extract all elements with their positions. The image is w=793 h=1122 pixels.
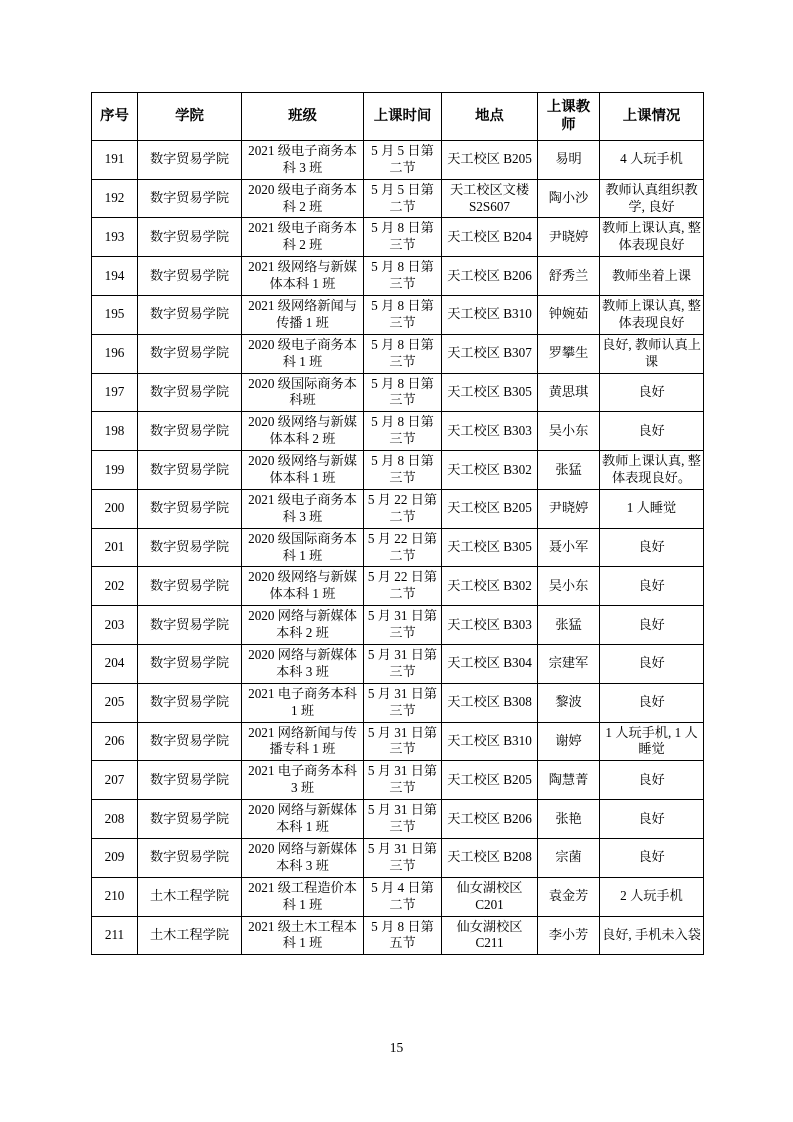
cell-no: 196 xyxy=(92,334,138,373)
table-header-row xyxy=(92,93,704,141)
table-row xyxy=(92,916,704,955)
cell-time: 5 月 31 日第三节 xyxy=(364,722,442,761)
cell-note: 良好 xyxy=(600,528,704,567)
cell-teacher: 舒秀兰 xyxy=(538,257,600,296)
cell-no: 201 xyxy=(92,528,138,567)
cell-no: 207 xyxy=(92,761,138,800)
cell-no: 197 xyxy=(92,373,138,412)
cell-note: 良好 xyxy=(600,567,704,606)
cell-college: 数字贸易学院 xyxy=(138,645,242,684)
cell-place: 仙女湖校区 C201 xyxy=(442,877,538,916)
cell-time: 5 月 8 日第三节 xyxy=(364,218,442,257)
cell-no: 209 xyxy=(92,838,138,877)
cell-college: 数字贸易学院 xyxy=(138,800,242,839)
cell-class: 2021 级工程造价本科 1 班 xyxy=(242,877,364,916)
cell-note: 教师认真组织教学, 良好 xyxy=(600,179,704,218)
cell-time: 5 月 8 日第三节 xyxy=(364,334,442,373)
table-row xyxy=(92,373,704,412)
cell-college: 数字贸易学院 xyxy=(138,683,242,722)
cell-class: 2021 网络新闻与传播专科 1 班 xyxy=(242,722,364,761)
cell-college: 数字贸易学院 xyxy=(138,334,242,373)
cell-place: 天工校区 B308 xyxy=(442,683,538,722)
cell-time: 5 月 8 日第三节 xyxy=(364,412,442,451)
cell-no: 204 xyxy=(92,645,138,684)
cell-college: 数字贸易学院 xyxy=(138,218,242,257)
table-row xyxy=(92,761,704,800)
column-header-college: 学院 xyxy=(138,93,242,141)
cell-place: 天工校区 B305 xyxy=(442,528,538,567)
cell-teacher: 聂小军 xyxy=(538,528,600,567)
cell-note: 教师上课认真, 整体表现良好 xyxy=(600,218,704,257)
cell-college: 数字贸易学院 xyxy=(138,296,242,335)
cell-place: 天工校区 B208 xyxy=(442,838,538,877)
cell-class: 2021 电子商务本科 3 班 xyxy=(242,761,364,800)
cell-place: 天工校区 B206 xyxy=(442,257,538,296)
cell-time: 5 月 22 日第二节 xyxy=(364,528,442,567)
cell-college: 数字贸易学院 xyxy=(138,451,242,490)
table-row xyxy=(92,645,704,684)
cell-class: 2021 级电子商务本科 3 班 xyxy=(242,489,364,528)
cell-college: 土木工程学院 xyxy=(138,916,242,955)
table-row xyxy=(92,451,704,490)
cell-note: 1 人睡觉 xyxy=(600,489,704,528)
cell-note: 良好 xyxy=(600,838,704,877)
cell-no: 206 xyxy=(92,722,138,761)
cell-class: 2021 级电子商务本科 2 班 xyxy=(242,218,364,257)
cell-no: 203 xyxy=(92,606,138,645)
cell-no: 192 xyxy=(92,179,138,218)
cell-place: 天工校区 B204 xyxy=(442,218,538,257)
cell-teacher: 宗菌 xyxy=(538,838,600,877)
cell-class: 2020 网络与新媒体本科 2 班 xyxy=(242,606,364,645)
table-row xyxy=(92,489,704,528)
cell-teacher: 钟婉茹 xyxy=(538,296,600,335)
column-header-note: 上课情况 xyxy=(600,93,704,141)
cell-teacher: 吴小东 xyxy=(538,567,600,606)
table-header xyxy=(92,93,704,141)
cell-teacher: 谢婷 xyxy=(538,722,600,761)
cell-note: 良好 xyxy=(600,373,704,412)
cell-note: 1 人玩手机, 1 人睡觉 xyxy=(600,722,704,761)
cell-teacher: 尹晓婷 xyxy=(538,489,600,528)
cell-place: 天工校区 B307 xyxy=(442,334,538,373)
cell-time: 5 月 31 日第三节 xyxy=(364,838,442,877)
cell-no: 193 xyxy=(92,218,138,257)
cell-college: 数字贸易学院 xyxy=(138,761,242,800)
cell-teacher: 尹晓婷 xyxy=(538,218,600,257)
cell-place: 天工校区 B205 xyxy=(442,140,538,179)
cell-place: 天工校区 B310 xyxy=(442,296,538,335)
table-row xyxy=(92,877,704,916)
cell-no: 202 xyxy=(92,567,138,606)
cell-time: 5 月 5 日第二节 xyxy=(364,140,442,179)
cell-place: 天工校区 B304 xyxy=(442,645,538,684)
column-header-place: 地点 xyxy=(442,93,538,141)
cell-place: 天工校区 B205 xyxy=(442,489,538,528)
cell-teacher: 陶慧菁 xyxy=(538,761,600,800)
cell-college: 数字贸易学院 xyxy=(138,373,242,412)
cell-no: 211 xyxy=(92,916,138,955)
cell-class: 2021 级土木工程本科 1 班 xyxy=(242,916,364,955)
column-header-time: 上课时间 xyxy=(364,93,442,141)
cell-time: 5 月 8 日第三节 xyxy=(364,296,442,335)
cell-place: 天工校区 B303 xyxy=(442,412,538,451)
cell-no: 195 xyxy=(92,296,138,335)
cell-class: 2020 级国际商务本科班 xyxy=(242,373,364,412)
cell-time: 5 月 4 日第二节 xyxy=(364,877,442,916)
cell-class: 2021 电子商务本科 1 班 xyxy=(242,683,364,722)
cell-teacher: 张艳 xyxy=(538,800,600,839)
cell-time: 5 月 5 日第二节 xyxy=(364,179,442,218)
cell-time: 5 月 8 日第三节 xyxy=(364,373,442,412)
cell-class: 2021 级网络新闻与传播 1 班 xyxy=(242,296,364,335)
cell-teacher: 宗建军 xyxy=(538,645,600,684)
cell-class: 2021 级网络与新媒体本科 1 班 xyxy=(242,257,364,296)
cell-teacher: 张猛 xyxy=(538,451,600,490)
cell-teacher: 陶小沙 xyxy=(538,179,600,218)
cell-college: 数字贸易学院 xyxy=(138,606,242,645)
cell-college: 数字贸易学院 xyxy=(138,528,242,567)
table-row xyxy=(92,606,704,645)
cell-class: 2020 级电子商务本科 2 班 xyxy=(242,179,364,218)
table-row xyxy=(92,179,704,218)
table-row xyxy=(92,257,704,296)
cell-note: 良好 xyxy=(600,683,704,722)
cell-teacher: 吴小东 xyxy=(538,412,600,451)
cell-class: 2021 级电子商务本科 3 班 xyxy=(242,140,364,179)
cell-time: 5 月 31 日第三节 xyxy=(364,645,442,684)
cell-class: 2020 级网络与新媒体本科 1 班 xyxy=(242,567,364,606)
cell-note: 良好 xyxy=(600,606,704,645)
cell-place: 天工校区文楼 S2S607 xyxy=(442,179,538,218)
page-number: 15 xyxy=(389,1040,404,1055)
cell-no: 210 xyxy=(92,877,138,916)
cell-teacher: 易明 xyxy=(538,140,600,179)
cell-place: 仙女湖校区 C211 xyxy=(442,916,538,955)
cell-note: 2 人玩手机 xyxy=(600,877,704,916)
cell-no: 208 xyxy=(92,800,138,839)
cell-class: 2020 级电子商务本科 1 班 xyxy=(242,334,364,373)
cell-no: 200 xyxy=(92,489,138,528)
cell-place: 天工校区 B205 xyxy=(442,761,538,800)
cell-time: 5 月 31 日第三节 xyxy=(364,606,442,645)
cell-college: 数字贸易学院 xyxy=(138,179,242,218)
cell-time: 5 月 8 日第三节 xyxy=(364,451,442,490)
cell-place: 天工校区 B302 xyxy=(442,567,538,606)
cell-time: 5 月 22 日第二节 xyxy=(364,489,442,528)
cell-teacher: 罗攀生 xyxy=(538,334,600,373)
cell-note: 良好 xyxy=(600,412,704,451)
table-row xyxy=(92,334,704,373)
cell-place: 天工校区 B303 xyxy=(442,606,538,645)
table-body xyxy=(92,140,704,954)
cell-class: 2020 网络与新媒体本科 3 班 xyxy=(242,838,364,877)
table-row xyxy=(92,683,704,722)
table-row xyxy=(92,528,704,567)
cell-teacher: 袁金芳 xyxy=(538,877,600,916)
cell-note: 良好 xyxy=(600,761,704,800)
cell-college: 数字贸易学院 xyxy=(138,838,242,877)
cell-note: 良好, 手机未入袋 xyxy=(600,916,704,955)
cell-college: 数字贸易学院 xyxy=(138,140,242,179)
table-row xyxy=(92,218,704,257)
cell-time: 5 月 22 日第二节 xyxy=(364,567,442,606)
cell-college: 数字贸易学院 xyxy=(138,412,242,451)
cell-no: 194 xyxy=(92,257,138,296)
cell-time: 5 月 31 日第三节 xyxy=(364,683,442,722)
table-row xyxy=(92,296,704,335)
cell-class: 2020 级国际商务本科 1 班 xyxy=(242,528,364,567)
cell-class: 2020 网络与新媒体本科 1 班 xyxy=(242,800,364,839)
class-inspection-table xyxy=(91,92,704,955)
table-row xyxy=(92,140,704,179)
cell-teacher: 黎波 xyxy=(538,683,600,722)
cell-note: 教师上课认真, 整体表现良好。 xyxy=(600,451,704,490)
cell-time: 5 月 8 日第五节 xyxy=(364,916,442,955)
cell-note: 4 人玩手机 xyxy=(600,140,704,179)
cell-college: 数字贸易学院 xyxy=(138,257,242,296)
cell-time: 5 月 31 日第三节 xyxy=(364,761,442,800)
class-inspection-table-wrapper xyxy=(91,92,703,955)
cell-place: 天工校区 B302 xyxy=(442,451,538,490)
cell-time: 5 月 8 日第三节 xyxy=(364,257,442,296)
cell-place: 天工校区 B206 xyxy=(442,800,538,839)
cell-no: 205 xyxy=(92,683,138,722)
cell-note: 教师坐着上课 xyxy=(600,257,704,296)
column-header-teacher: 上课教师 xyxy=(538,93,600,141)
table-row xyxy=(92,722,704,761)
cell-place: 天工校区 B310 xyxy=(442,722,538,761)
cell-no: 198 xyxy=(92,412,138,451)
cell-teacher: 黄思琪 xyxy=(538,373,600,412)
column-header-no: 序号 xyxy=(92,93,138,141)
cell-note: 良好 xyxy=(600,800,704,839)
column-header-class: 班级 xyxy=(242,93,364,141)
cell-note: 教师上课认真, 整体表现良好 xyxy=(600,296,704,335)
cell-no: 199 xyxy=(92,451,138,490)
cell-class: 2020 级网络与新媒体本科 1 班 xyxy=(242,451,364,490)
cell-class: 2020 级网络与新媒体本科 2 班 xyxy=(242,412,364,451)
table-row xyxy=(92,800,704,839)
cell-college: 数字贸易学院 xyxy=(138,489,242,528)
cell-college: 土木工程学院 xyxy=(138,877,242,916)
cell-place: 天工校区 B305 xyxy=(442,373,538,412)
cell-note: 良好 xyxy=(600,645,704,684)
table-row xyxy=(92,567,704,606)
table-row xyxy=(92,412,704,451)
cell-no: 191 xyxy=(92,140,138,179)
cell-college: 数字贸易学院 xyxy=(138,567,242,606)
cell-college: 数字贸易学院 xyxy=(138,722,242,761)
cell-teacher: 李小芳 xyxy=(538,916,600,955)
cell-time: 5 月 31 日第三节 xyxy=(364,800,442,839)
table-row xyxy=(92,838,704,877)
cell-teacher: 张猛 xyxy=(538,606,600,645)
cell-class: 2020 网络与新媒体本科 3 班 xyxy=(242,645,364,684)
cell-note: 良好, 教师认真上课 xyxy=(600,334,704,373)
